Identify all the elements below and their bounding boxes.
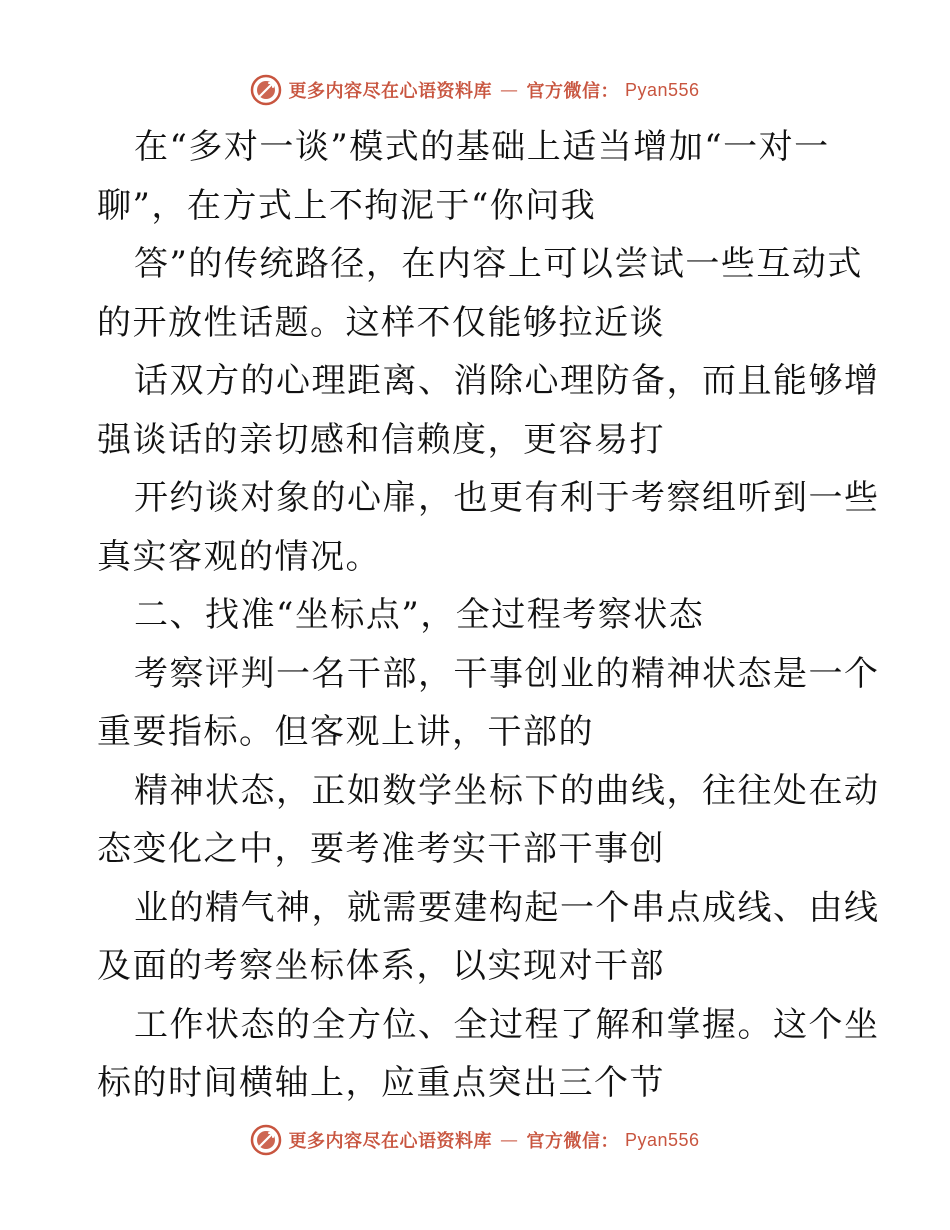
body-line: 的开放性话题。这样不仅能够拉近谈 [97, 302, 665, 343]
footer-wechat-id: Pyan556 [624, 1129, 700, 1150]
body-line: 真实客观的情况。 [97, 536, 381, 577]
body-line: 强谈话的亲切感和信赖度，更容易打 [97, 419, 665, 460]
document-body [97, 118, 880, 1113]
header-wechat-id: Pyan556 [624, 79, 700, 100]
footer-banner-text: 更多内容尽在心语资料库 [288, 1131, 492, 1152]
header-banner [250, 74, 699, 106]
body-line: 开约谈对象的心扉，也更有利于考察组听到一些 [134, 478, 880, 518]
header-wechat-label: 官方微信： [526, 81, 619, 102]
body-line: 业的精气神，就需要建构起一个串点成线、由线 [134, 887, 880, 928]
section-heading: 二、找准“坐标点”，全过程考察状态 [134, 595, 705, 635]
logo-icon [250, 74, 282, 106]
header-banner-text: 更多内容尽在心语资料库 [288, 81, 492, 102]
logo-icon [250, 1124, 282, 1156]
body-line: 考察评判一名干部，干事创业的精神状态是一个 [134, 653, 880, 694]
body-line: 工作状态的全方位、全过程了解和掌握。这个坐 [134, 1004, 880, 1045]
body-line: 话双方的心理距离、消除心理防备，而且能够增 [134, 361, 880, 401]
footer-wechat-label: 官方微信： [526, 1131, 619, 1152]
body-line: 聊”，在方式上不拘泥于“你问我 [97, 185, 597, 226]
footer-banner [250, 1124, 699, 1156]
body-line: 态变化之中，要考准考实干部干事创 [97, 829, 665, 869]
header-banner-separator: — [499, 79, 519, 101]
body-line: 标的时间横轴上，应重点突出三个节 [97, 1063, 665, 1103]
footer-banner-separator: — [499, 1129, 519, 1151]
body-line: 答”的传统路径，在内容上可以尝试一些互动式 [134, 244, 863, 284]
page-footer [0, 1120, 950, 1160]
body-line: 在“多对一谈”模式的基础上适当增加“一对一 [134, 127, 830, 167]
body-line: 重要指标。但客观上讲，干部的 [97, 712, 594, 752]
page-header [0, 70, 950, 110]
body-line: 精神状态，正如数学坐标下的曲线，往往处在动 [134, 770, 880, 811]
body-line: 及面的考察坐标体系，以实现对干部 [97, 946, 665, 986]
